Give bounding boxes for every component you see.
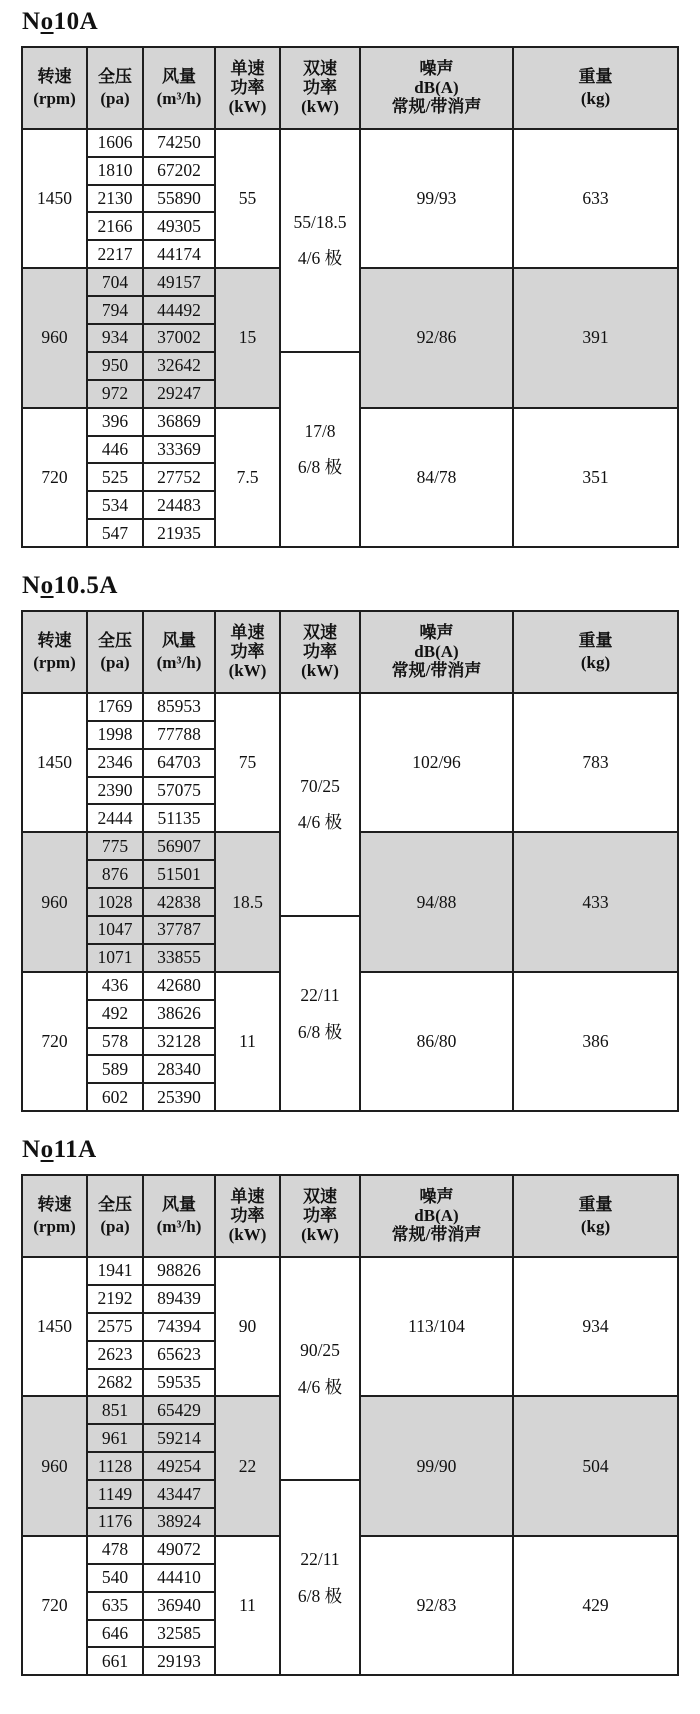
flow-cell: 33369 [143, 436, 215, 464]
column-header-rpm [22, 611, 87, 693]
rpm-cell: 1450 [22, 693, 87, 832]
pressure-cell: 2192 [87, 1285, 143, 1313]
rpm-cell: 720 [22, 1536, 87, 1675]
column-header-single-power [215, 1175, 280, 1257]
header-line: 功率 [303, 78, 337, 98]
header-line: 单速 [230, 59, 265, 79]
dual-power-line: 6/8 极 [297, 457, 343, 478]
pressure-cell: 2575 [87, 1313, 143, 1341]
pressure-cell: 547 [87, 519, 143, 547]
header-line: 重量 [578, 66, 613, 86]
header-line: 风量 [162, 630, 196, 650]
column-header-weight [513, 611, 678, 693]
dual-power-line: 22/11 [300, 1548, 340, 1569]
flow-cell: 21935 [143, 519, 215, 547]
header-line: (rpm) [33, 1216, 76, 1236]
noise-cell: 102/96 [360, 693, 513, 832]
header-line: 功率 [230, 642, 265, 662]
header-line: 常规/带消声 [391, 97, 482, 117]
pressure-cell: 534 [87, 491, 143, 519]
flow-cell: 38924 [143, 1508, 215, 1536]
header-line: 常规/带消声 [391, 1225, 482, 1245]
model-title-n: N [22, 1136, 41, 1164]
pressure-cell: 589 [87, 1055, 143, 1083]
noise-cell: 94/88 [360, 832, 513, 971]
header-line: (m³/h) [156, 652, 202, 672]
single-power-cell: 22 [215, 1396, 280, 1535]
spec-table [21, 46, 679, 548]
model-title-model: 11A [53, 1136, 97, 1164]
flow-cell: 38626 [143, 1000, 215, 1028]
header-line: dB(A) [414, 78, 459, 98]
header-line: (kW) [228, 1225, 267, 1245]
noise-cell: 113/104 [360, 1257, 513, 1396]
pressure-cell: 851 [87, 1396, 143, 1424]
pressure-cell: 2623 [87, 1341, 143, 1369]
header-line: (rpm) [33, 652, 76, 672]
dual-power-cell [280, 1257, 360, 1480]
flow-cell: 42838 [143, 888, 215, 916]
column-header-rpm [22, 47, 87, 129]
flow-cell: 24483 [143, 491, 215, 519]
flow-cell: 28340 [143, 1055, 215, 1083]
model-title [22, 8, 678, 37]
dual-power-cell [280, 693, 360, 916]
header-line: 双速 [303, 59, 337, 79]
pressure-cell: 2682 [87, 1369, 143, 1397]
pressure-cell: 950 [87, 352, 143, 380]
header-line: 转速 [37, 66, 72, 86]
flow-cell: 51135 [143, 804, 215, 832]
header-row [22, 47, 678, 129]
pressure-cell: 775 [87, 832, 143, 860]
header-line: 功率 [230, 78, 265, 98]
pressure-cell: 2390 [87, 777, 143, 805]
single-power-cell: 55 [215, 129, 280, 268]
header-line: (pa) [100, 1216, 130, 1236]
flow-cell: 56907 [143, 832, 215, 860]
flow-cell: 74250 [143, 129, 215, 157]
header-line: (kW) [228, 661, 267, 681]
weight-cell: 391 [513, 268, 678, 407]
pressure-cell: 1047 [87, 916, 143, 944]
single-power-cell: 11 [215, 1536, 280, 1675]
column-header-pressure [87, 611, 143, 693]
pressure-cell: 446 [87, 436, 143, 464]
table-body [22, 693, 678, 1111]
rpm-cell: 1450 [22, 129, 87, 268]
flow-cell: 44492 [143, 296, 215, 324]
pressure-cell: 794 [87, 296, 143, 324]
dual-power-line: 70/25 [300, 775, 340, 796]
table-row [22, 1257, 678, 1285]
model-title-model: 10A [53, 8, 99, 35]
pressure-cell: 635 [87, 1592, 143, 1620]
noise-cell: 99/90 [360, 1396, 513, 1535]
weight-cell: 504 [513, 1396, 678, 1535]
header-line: (m³/h) [156, 88, 202, 108]
dual-power-cell [280, 129, 360, 352]
pressure-cell: 1149 [87, 1480, 143, 1508]
flow-cell: 55890 [143, 185, 215, 213]
pressure-cell: 1810 [87, 157, 143, 185]
flow-cell: 42680 [143, 972, 215, 1000]
dual-power-line: 17/8 [304, 420, 336, 441]
header-line: 全压 [98, 66, 132, 86]
pressure-cell: 396 [87, 408, 143, 436]
pressure-cell: 646 [87, 1620, 143, 1648]
header-line: (pa) [100, 652, 130, 672]
column-header-flow [143, 47, 215, 129]
header-line: 转速 [37, 1194, 72, 1214]
flow-cell: 43447 [143, 1480, 215, 1508]
rpm-cell: 720 [22, 972, 87, 1111]
flow-cell: 98826 [143, 1257, 215, 1285]
header-line: 重量 [578, 630, 613, 650]
table-header [22, 611, 678, 693]
column-header-weight [513, 47, 678, 129]
single-power-cell: 90 [215, 1257, 280, 1396]
pressure-cell: 578 [87, 1028, 143, 1056]
pressure-cell: 1941 [87, 1257, 143, 1285]
table-header [22, 47, 678, 129]
model-title-n: N [22, 8, 41, 35]
header-line: 常规/带消声 [391, 661, 482, 681]
header-line: 全压 [98, 630, 132, 650]
header-line: 功率 [303, 642, 337, 662]
header-row [22, 1175, 678, 1257]
pressure-cell: 1071 [87, 944, 143, 972]
pressure-cell: 934 [87, 324, 143, 352]
flow-cell: 33855 [143, 944, 215, 972]
pressure-cell: 972 [87, 380, 143, 408]
column-header-single-power [215, 47, 280, 129]
header-line: 噪声 [419, 59, 454, 79]
pressure-cell: 1606 [87, 129, 143, 157]
flow-cell: 67202 [143, 157, 215, 185]
rpm-cell: 960 [22, 1396, 87, 1535]
column-header-noise [360, 611, 513, 693]
dual-power-line: 4/6 极 [297, 1376, 343, 1397]
header-line: 风量 [162, 66, 196, 86]
flow-cell: 27752 [143, 463, 215, 491]
pressure-cell: 602 [87, 1083, 143, 1111]
weight-cell: 351 [513, 408, 678, 547]
dual-power-line: 4/6 极 [297, 812, 343, 833]
flow-cell: 25390 [143, 1083, 215, 1111]
pressure-cell: 436 [87, 972, 143, 1000]
flow-cell: 29193 [143, 1647, 215, 1675]
header-line: 转速 [37, 630, 72, 650]
flow-cell: 49157 [143, 268, 215, 296]
pressure-cell: 1769 [87, 693, 143, 721]
model-title-n: N [22, 572, 41, 600]
fan-table-section [21, 8, 678, 548]
fan-table-section [21, 572, 678, 1112]
header-line: 单速 [230, 1187, 265, 1207]
dual-power-cell [280, 1480, 360, 1675]
weight-cell: 386 [513, 972, 678, 1111]
table-row [22, 693, 678, 721]
single-power-cell: 18.5 [215, 832, 280, 971]
weight-cell: 633 [513, 129, 678, 268]
pressure-cell: 2166 [87, 212, 143, 240]
dual-power-line: 4/6 极 [297, 248, 343, 269]
spec-table [21, 610, 679, 1112]
flow-cell: 49254 [143, 1452, 215, 1480]
header-line: 功率 [230, 1206, 265, 1226]
table-header [22, 1175, 678, 1257]
header-line: (kW) [228, 97, 267, 117]
fan-table-section [21, 1136, 678, 1676]
column-header-noise [360, 47, 513, 129]
column-header-single-power [215, 611, 280, 693]
header-line: 风量 [162, 1194, 196, 1214]
flow-cell: 77788 [143, 721, 215, 749]
pressure-cell: 1128 [87, 1452, 143, 1480]
flow-cell: 36869 [143, 408, 215, 436]
flow-cell: 37787 [143, 916, 215, 944]
pressure-cell: 2346 [87, 749, 143, 777]
flow-cell: 59535 [143, 1369, 215, 1397]
pressure-cell: 876 [87, 860, 143, 888]
model-title-model: 10.5A [53, 572, 118, 600]
column-header-rpm [22, 1175, 87, 1257]
header-line: 双速 [303, 1187, 337, 1207]
pressure-cell: 2444 [87, 804, 143, 832]
flow-cell: 32585 [143, 1620, 215, 1648]
header-line: dB(A) [414, 1206, 459, 1226]
column-header-pressure [87, 47, 143, 129]
single-power-cell: 11 [215, 972, 280, 1111]
pressure-cell: 1176 [87, 1508, 143, 1536]
header-line: 噪声 [419, 1187, 454, 1207]
column-header-dual-power [280, 47, 360, 129]
model-title [22, 1136, 678, 1165]
weight-cell: 934 [513, 1257, 678, 1396]
dual-power-cell [280, 916, 360, 1111]
flow-cell: 32128 [143, 1028, 215, 1056]
noise-cell: 92/83 [360, 1536, 513, 1675]
dual-power-line: 55/18.5 [293, 211, 347, 232]
header-line: 功率 [303, 1206, 337, 1226]
flow-cell: 74394 [143, 1313, 215, 1341]
dual-power-line: 90/25 [300, 1339, 340, 1360]
header-line: (kg) [580, 88, 611, 108]
header-line: dB(A) [414, 642, 459, 662]
column-header-weight [513, 1175, 678, 1257]
header-line: (kW) [301, 97, 339, 117]
flow-cell: 85953 [143, 693, 215, 721]
pressure-cell: 1998 [87, 721, 143, 749]
pressure-cell: 1028 [87, 888, 143, 916]
flow-cell: 36940 [143, 1592, 215, 1620]
weight-cell: 433 [513, 832, 678, 971]
header-line: 单速 [230, 623, 265, 643]
pressure-cell: 478 [87, 1536, 143, 1564]
model-title [22, 572, 678, 601]
rpm-cell: 960 [22, 268, 87, 407]
weight-cell: 429 [513, 1536, 678, 1675]
header-line: 双速 [303, 623, 337, 643]
pressure-cell: 661 [87, 1647, 143, 1675]
flow-cell: 65429 [143, 1396, 215, 1424]
dual-power-line: 6/8 极 [297, 1585, 343, 1606]
pressure-cell: 961 [87, 1424, 143, 1452]
rpm-cell: 720 [22, 408, 87, 547]
header-line: (m³/h) [156, 1216, 202, 1236]
flow-cell: 89439 [143, 1285, 215, 1313]
single-power-cell: 75 [215, 693, 280, 832]
flow-cell: 64703 [143, 749, 215, 777]
pressure-cell: 540 [87, 1564, 143, 1592]
table-row [22, 129, 678, 157]
flow-cell: 32642 [143, 352, 215, 380]
header-line: 噪声 [419, 623, 454, 643]
flow-cell: 51501 [143, 860, 215, 888]
pressure-cell: 2130 [87, 185, 143, 213]
header-line: (kW) [301, 1225, 339, 1245]
pressure-cell: 2217 [87, 240, 143, 268]
column-header-pressure [87, 1175, 143, 1257]
column-header-noise [360, 1175, 513, 1257]
header-row [22, 611, 678, 693]
rpm-cell: 960 [22, 832, 87, 971]
single-power-cell: 15 [215, 268, 280, 407]
spec-table [21, 1174, 679, 1676]
header-line: 全压 [98, 1194, 132, 1214]
model-title-o: o [40, 8, 54, 35]
dual-power-line: 22/11 [300, 984, 340, 1005]
table-body [22, 1257, 678, 1675]
column-header-dual-power [280, 1175, 360, 1257]
flow-cell: 44410 [143, 1564, 215, 1592]
noise-cell: 92/86 [360, 268, 513, 407]
dual-power-cell [280, 352, 360, 547]
flow-cell: 57075 [143, 777, 215, 805]
flow-cell: 65623 [143, 1341, 215, 1369]
header-line: (kg) [580, 1216, 611, 1236]
flow-cell: 49072 [143, 1536, 215, 1564]
header-line: (pa) [100, 88, 130, 108]
flow-cell: 49305 [143, 212, 215, 240]
column-header-dual-power [280, 611, 360, 693]
flow-cell: 37002 [143, 324, 215, 352]
header-line: 重量 [578, 1194, 613, 1214]
column-header-flow [143, 1175, 215, 1257]
rpm-cell: 1450 [22, 1257, 87, 1396]
noise-cell: 84/78 [360, 408, 513, 547]
column-header-flow [143, 611, 215, 693]
noise-cell: 99/93 [360, 129, 513, 268]
flow-cell: 59214 [143, 1424, 215, 1452]
pressure-cell: 492 [87, 1000, 143, 1028]
model-title-o: o [40, 572, 54, 600]
header-line: (rpm) [33, 88, 76, 108]
weight-cell: 783 [513, 693, 678, 832]
model-title-o: o [40, 1136, 54, 1164]
header-line: (kg) [580, 652, 611, 672]
pressure-cell: 704 [87, 268, 143, 296]
flow-cell: 29247 [143, 380, 215, 408]
flow-cell: 44174 [143, 240, 215, 268]
noise-cell: 86/80 [360, 972, 513, 1111]
single-power-cell: 7.5 [215, 408, 280, 547]
dual-power-line: 6/8 极 [297, 1021, 343, 1042]
pressure-cell: 525 [87, 463, 143, 491]
table-body [22, 129, 678, 547]
header-line: (kW) [301, 661, 339, 681]
